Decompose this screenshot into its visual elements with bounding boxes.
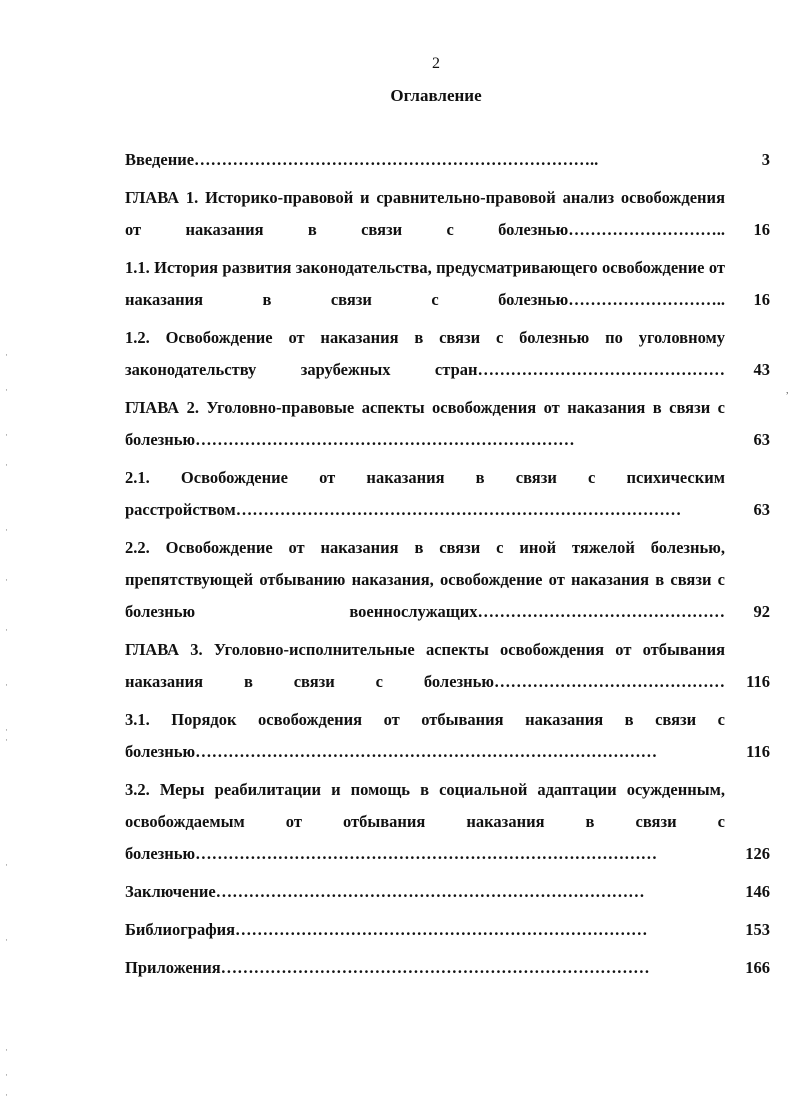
toc-entry-page: 153 bbox=[745, 920, 770, 939]
scan-mark: · bbox=[5, 460, 8, 470]
toc-entry-section-1-2 bbox=[125, 322, 770, 386]
toc-entry-text: ГЛАВА 1. Историко-правовой и сравнительно-правовой анализ освобождения от наказания в связи с болезнью……………………….. bbox=[125, 188, 725, 239]
toc-entry-text: 3.2. Меры реабилитации и помощь в социальной адаптации осужденным, освобождаемым от отбывания наказания в связи с болезнью………………………………………………………………………… bbox=[125, 780, 725, 863]
toc-entry-introduction bbox=[125, 144, 770, 176]
page-title: Оглавление bbox=[390, 86, 482, 105]
scan-mark: · bbox=[5, 735, 8, 745]
toc-entry-text: Введение……………………………………………………………….. bbox=[125, 150, 599, 169]
table-of-contents bbox=[125, 144, 770, 990]
toc-entry-section-3-2 bbox=[125, 774, 770, 870]
toc-entry-page: 146 bbox=[745, 882, 770, 901]
toc-entry-text: 1.1. История развития законодательства, предусматривающего освобождение от наказания в связи с болезнью……………………….. bbox=[125, 258, 725, 309]
toc-entry-page: 116 bbox=[746, 672, 770, 691]
scan-mark: , bbox=[786, 385, 789, 396]
toc-entry-text: 1.2. Освобождение от наказания в связи с болезнью по уголовному законодательству зарубежных стран……………………………………… bbox=[125, 328, 725, 379]
toc-entry-page: 16 bbox=[753, 290, 770, 309]
toc-entry-text: Приложения…………………………………………………………………… bbox=[125, 958, 650, 977]
toc-entry-section-1-1 bbox=[125, 252, 770, 316]
scan-mark: · bbox=[5, 935, 8, 945]
scan-mark: · bbox=[5, 430, 8, 440]
scan-mark: · bbox=[5, 1045, 8, 1055]
toc-entry-page: 116 bbox=[746, 742, 770, 761]
toc-entry-chapter-1 bbox=[125, 182, 770, 246]
scan-mark: · bbox=[5, 525, 8, 535]
toc-entry-page: 3 bbox=[761, 150, 770, 169]
toc-entry-appendices bbox=[125, 952, 770, 984]
page-number: 2 bbox=[432, 55, 440, 72]
toc-entry-chapter-3 bbox=[125, 634, 770, 698]
toc-entry-page: 92 bbox=[753, 602, 770, 621]
scan-mark: · bbox=[5, 625, 8, 635]
scan-mark: · bbox=[5, 725, 8, 735]
toc-entry-conclusion bbox=[125, 876, 770, 908]
toc-entry-chapter-2 bbox=[125, 392, 770, 456]
toc-entry-text: ГЛАВА 2. Уголовно-правовые аспекты освобождения от наказания в связи с болезнью…………………………………………………………… bbox=[125, 398, 725, 449]
scan-mark: · bbox=[5, 575, 8, 585]
toc-entry-section-2-1 bbox=[125, 462, 770, 526]
toc-entry-page: 16 bbox=[753, 220, 770, 239]
scan-mark: · bbox=[5, 680, 8, 690]
scan-mark: · bbox=[5, 1070, 8, 1080]
toc-entry-page: 126 bbox=[745, 844, 770, 863]
toc-entry-section-2-2 bbox=[125, 532, 770, 628]
toc-entry-text: Библиография………………………………………………………………… bbox=[125, 920, 648, 939]
scan-mark: · bbox=[5, 385, 8, 395]
scan-mark: · bbox=[5, 1090, 8, 1100]
scan-mark: · bbox=[5, 350, 8, 360]
toc-entry-bibliography bbox=[125, 914, 770, 946]
toc-entry-page: 166 bbox=[745, 958, 770, 977]
toc-entry-text: 3.1. Порядок освобождения от отбывания наказания в связи с болезнью………………………………………………………………………… bbox=[125, 710, 725, 761]
toc-entry-page: 63 bbox=[753, 500, 770, 519]
scan-mark: · bbox=[5, 860, 8, 870]
toc-entry-text: 2.1. Освобождение от наказания в связи с психическим расстройством……………………………………………………………………… bbox=[125, 468, 725, 519]
toc-entry-page: 43 bbox=[753, 360, 770, 379]
toc-entry-text: ГЛАВА 3. Уголовно-исполнительные аспекты освобождения от отбывания наказания в связи с болезнью…………………………………… bbox=[125, 640, 725, 691]
toc-entry-text: Заключение…………………………………………………………………… bbox=[125, 882, 645, 901]
toc-entry-text: 2.2. Освобождение от наказания в связи с иной тяжелой болезнью, препятствующей отбыванию наказания, освобождение от наказания в связи с болезнью военнослужащих……………………………………… bbox=[125, 538, 725, 621]
toc-entry-page: 63 bbox=[753, 430, 770, 449]
toc-entry-section-3-1 bbox=[125, 704, 770, 768]
